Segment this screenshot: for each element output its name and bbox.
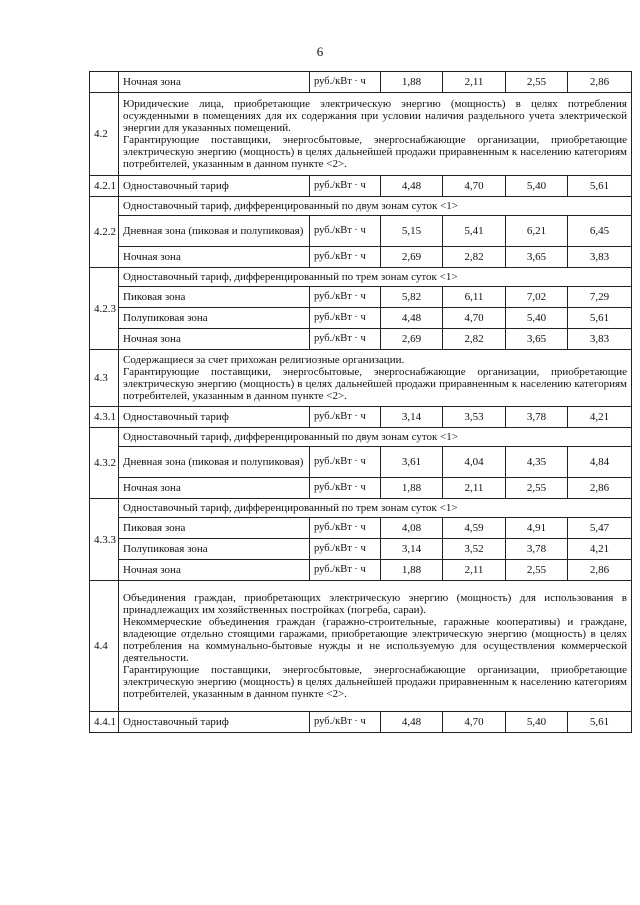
value-cell: 4,48 — [381, 176, 443, 197]
value-cell: 2,11 — [443, 478, 506, 499]
row-label: Ночная зона — [119, 329, 310, 350]
table-row — [90, 176, 632, 197]
row-label: Дневная зона (пиковая и полупиковая) — [119, 447, 310, 478]
section-paragraph: Гарантирующие поставщики, энергосбытовые, энергоснабжающие организации, приобретающие электрическую энергию (мощность) в целях дальнейшей продажи приравненным к населению категориям потребителей, указанным в данном пункте <2>. — [123, 664, 627, 700]
section-row — [90, 350, 632, 407]
unit-cell: руб./кВт · ч — [310, 176, 381, 197]
value-cell: 3,61 — [381, 447, 443, 478]
section-paragraph: Некоммерческие объединения граждан (гаражно-строительные, гаражные кооперативы) и граждане, владеющие отдельно стоящими гаражами, приобретающие электрическую энергию (мощность) в целях потребления на коммунально-бытовые нужды и не используемую для осуществления коммерческой деятельности. — [123, 616, 627, 664]
value-cell: 4,70 — [443, 712, 506, 733]
value-cell: 7,02 — [506, 287, 568, 308]
subsection-title: Одноставочный тариф, дифференцированный по трем зонам суток <1> — [119, 499, 632, 518]
section-description — [119, 350, 632, 407]
value-cell: 5,40 — [506, 176, 568, 197]
subsection-row — [90, 428, 632, 447]
value-cell: 2,55 — [506, 560, 568, 581]
value-cell: 5,15 — [381, 216, 443, 247]
value-cell: 2,11 — [443, 560, 506, 581]
value-cell: 3,14 — [381, 539, 443, 560]
unit-cell: руб./кВт · ч — [310, 539, 381, 560]
value-cell: 4,21 — [568, 539, 632, 560]
table-row — [90, 478, 632, 499]
value-cell: 3,14 — [381, 407, 443, 428]
value-cell: 1,88 — [381, 478, 443, 499]
value-cell: 2,55 — [506, 72, 568, 93]
table-row — [90, 712, 632, 733]
unit-cell: руб./кВт · ч — [310, 407, 381, 428]
row-label: Ночная зона — [119, 478, 310, 499]
row-number: 4.3 — [90, 350, 119, 407]
unit-cell: руб./кВт · ч — [310, 216, 381, 247]
row-label: Пиковая зона — [119, 287, 310, 308]
row-label: Ночная зона — [119, 560, 310, 581]
row-number: 4.2.1 — [90, 176, 119, 197]
row-number: 4.4.1 — [90, 712, 119, 733]
value-cell: 3,65 — [506, 247, 568, 268]
row-number: 4.2.3 — [90, 268, 119, 350]
value-cell: 2,69 — [381, 329, 443, 350]
value-cell: 1,88 — [381, 72, 443, 93]
value-cell: 2,82 — [443, 329, 506, 350]
value-cell: 4,48 — [381, 308, 443, 329]
section-description — [119, 581, 632, 712]
value-cell: 4,91 — [506, 518, 568, 539]
subsection-title: Одноставочный тариф, дифференцированный по трем зонам суток <1> — [119, 268, 632, 287]
value-cell: 2,55 — [506, 478, 568, 499]
value-cell: 4,70 — [443, 176, 506, 197]
subsection-row — [90, 499, 632, 518]
section-paragraph: Гарантирующие поставщики, энергосбытовые, энергоснабжающие организации, приобретающие электрическую энергию (мощность) в целях дальнейшей продажи приравненным к населению категориям потребителей, указанным в данном пункте <2>. — [123, 366, 627, 402]
tariff-table — [89, 71, 632, 733]
section-row — [90, 93, 632, 176]
table-row — [90, 447, 632, 478]
value-cell: 4,70 — [443, 308, 506, 329]
value-cell: 2,86 — [568, 72, 632, 93]
value-cell: 3,78 — [506, 539, 568, 560]
section-paragraph: Гарантирующие поставщики, энергосбытовые, энергоснабжающие организации, приобретающие электрическую энергию (мощность) в целях дальнейшей продажи приравненным к населению категориям потребителей, указанным в данном пункте <2>. — [123, 134, 627, 170]
value-cell: 4,04 — [443, 447, 506, 478]
subsection-row — [90, 197, 632, 216]
value-cell: 2,11 — [443, 72, 506, 93]
unit-cell: руб./кВт · ч — [310, 287, 381, 308]
unit-cell: руб./кВт · ч — [310, 518, 381, 539]
row-label: Пиковая зона — [119, 518, 310, 539]
table-row — [90, 407, 632, 428]
value-cell: 4,84 — [568, 447, 632, 478]
table-row — [90, 308, 632, 329]
page-number: 6 — [316, 44, 324, 59]
table-row — [90, 247, 632, 268]
value-cell: 5,61 — [568, 176, 632, 197]
table-row — [90, 72, 632, 93]
section-paragraph: Объединения граждан, приобретающих электрическую энергию (мощность) для использования в принадлежащих им хозяйственных постройках (погреба, сараи). — [123, 592, 627, 616]
value-cell: 4,48 — [381, 712, 443, 733]
value-cell: 4,59 — [443, 518, 506, 539]
value-cell: 7,29 — [568, 287, 632, 308]
value-cell: 4,35 — [506, 447, 568, 478]
unit-cell: руб./кВт · ч — [310, 447, 381, 478]
row-label: Ночная зона — [119, 72, 310, 93]
value-cell: 2,86 — [568, 560, 632, 581]
value-cell: 6,21 — [506, 216, 568, 247]
section-paragraph: Юридические лица, приобретающие электрическую энергию (мощность) в целях потребления осужденными в помещениях для их содержания при условии наличия раздельного учета электрической энергии для указанных помещений. — [123, 98, 627, 134]
value-cell: 2,69 — [381, 247, 443, 268]
value-cell: 6,11 — [443, 287, 506, 308]
value-cell: 5,41 — [443, 216, 506, 247]
unit-cell: руб./кВт · ч — [310, 308, 381, 329]
section-row — [90, 581, 632, 712]
row-number: 4.2.2 — [90, 197, 119, 268]
value-cell: 5,82 — [381, 287, 443, 308]
row-number: 4.3.3 — [90, 499, 119, 581]
table-row — [90, 539, 632, 560]
unit-cell: руб./кВт · ч — [310, 560, 381, 581]
section-paragraph: Содержащиеся за счет прихожан религиозные организации. — [123, 354, 405, 366]
row-label: Полупиковая зона — [119, 539, 310, 560]
row-label: Одноставочный тариф — [119, 712, 310, 733]
value-cell: 5,47 — [568, 518, 632, 539]
row-number: 4.2 — [90, 93, 119, 176]
table-row — [90, 560, 632, 581]
value-cell: 5,40 — [506, 308, 568, 329]
table-row — [90, 518, 632, 539]
value-cell: 3,83 — [568, 247, 632, 268]
subsection-title: Одноставочный тариф, дифференцированный по двум зонам суток <1> — [119, 197, 632, 216]
value-cell: 3,83 — [568, 329, 632, 350]
row-number — [90, 72, 119, 93]
value-cell: 3,52 — [443, 539, 506, 560]
value-cell: 3,78 — [506, 407, 568, 428]
table-row — [90, 287, 632, 308]
subsection-title: Одноставочный тариф, дифференцированный по двум зонам суток <1> — [119, 428, 632, 447]
section-description — [119, 93, 632, 176]
unit-cell: руб./кВт · ч — [310, 712, 381, 733]
row-number: 4.4 — [90, 581, 119, 712]
row-label: Одноставочный тариф — [119, 176, 310, 197]
value-cell: 4,21 — [568, 407, 632, 428]
unit-cell: руб./кВт · ч — [310, 478, 381, 499]
table-row — [90, 216, 632, 247]
unit-cell: руб./кВт · ч — [310, 72, 381, 93]
unit-cell: руб./кВт · ч — [310, 247, 381, 268]
value-cell: 3,53 — [443, 407, 506, 428]
value-cell: 5,40 — [506, 712, 568, 733]
value-cell: 5,61 — [568, 308, 632, 329]
value-cell: 6,45 — [568, 216, 632, 247]
row-label: Полупиковая зона — [119, 308, 310, 329]
row-label: Ночная зона — [119, 247, 310, 268]
row-number: 4.3.1 — [90, 407, 119, 428]
subsection-row — [90, 268, 632, 287]
row-label: Одноставочный тариф — [119, 407, 310, 428]
value-cell: 5,61 — [568, 712, 632, 733]
value-cell: 2,82 — [443, 247, 506, 268]
value-cell: 3,65 — [506, 329, 568, 350]
row-number: 4.3.2 — [90, 428, 119, 499]
value-cell: 2,86 — [568, 478, 632, 499]
unit-cell: руб./кВт · ч — [310, 329, 381, 350]
value-cell: 1,88 — [381, 560, 443, 581]
table-row — [90, 329, 632, 350]
row-label: Дневная зона (пиковая и полупиковая) — [119, 216, 310, 247]
value-cell: 4,08 — [381, 518, 443, 539]
